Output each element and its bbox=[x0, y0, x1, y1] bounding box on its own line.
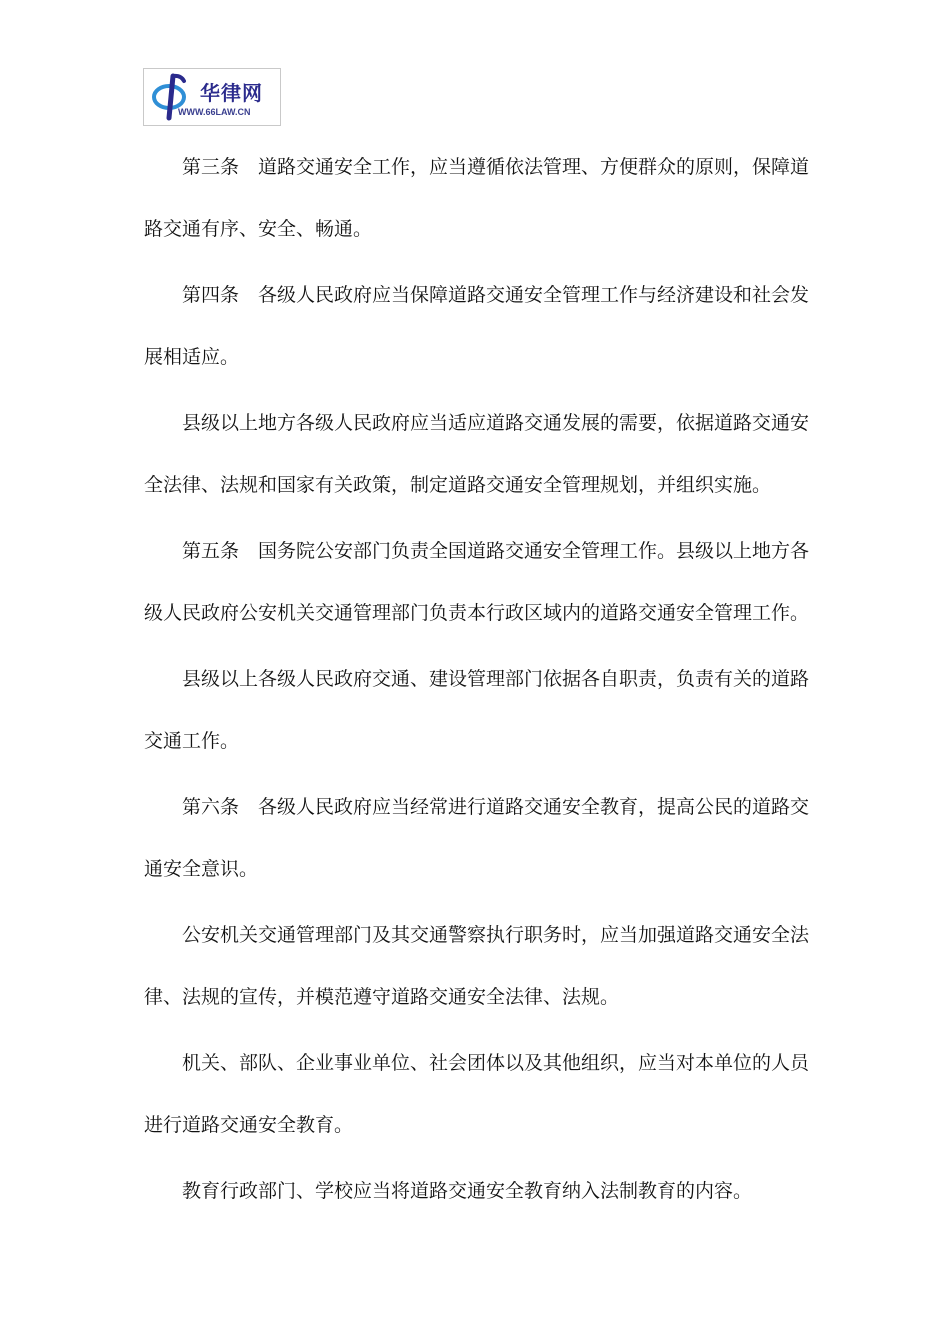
article-4-paragraph: 第四条 各级人民政府应当保障道路交通安全管理工作与经济建设和社会发展相适应。 bbox=[144, 284, 810, 368]
article-5-paragraph: 第五条 国务院公安部门负责全国道路交通安全管理工作。县级以上地方各级人民政府公安机关交通管理部门负责本行政区域内的道路交通安全管理工作。 bbox=[144, 540, 810, 624]
article-6-clause-2-paragraph: 公安机关交通管理部门及其交通警察执行职务时，应当加强道路交通安全法律、法规的宣传，并模范遵守道路交通安全法律、法规。 bbox=[144, 924, 810, 1008]
article-6-clause-4-paragraph: 教育行政部门、学校应当将道路交通安全教育纳入法制教育的内容。 bbox=[182, 1180, 753, 1202]
article-6-clause-3-paragraph: 机关、部队、企业事业单位、社会团体以及其他组织，应当对本单位的人员进行道路交通安全教育。 bbox=[144, 1052, 810, 1136]
article-4-clause-2-paragraph: 县级以上地方各级人民政府应当适应道路交通发展的需要，依据道路交通安全法律、法规和国家有关政策，制定道路交通安全管理规划，并组织实施。 bbox=[144, 412, 810, 496]
document-body bbox=[144, 136, 809, 1226]
article-5-clause-2-paragraph: 县级以上各级人民政府交通、建设管理部门依据各自职责，负责有关的道路交通工作。 bbox=[144, 668, 810, 752]
article-6-paragraph: 第六条 各级人民政府应当经常进行道路交通安全教育，提高公民的道路交通安全意识。 bbox=[144, 796, 810, 880]
article-3-paragraph: 第三条 道路交通安全工作，应当遵循依法管理、方便群众的原则，保障道路交通有序、安全、畅通。 bbox=[144, 156, 810, 240]
logo-name: 华律网 bbox=[200, 81, 263, 105]
logo-url: WWW.66LAW.CN bbox=[178, 107, 251, 117]
site-logo[interactable] bbox=[143, 68, 281, 126]
